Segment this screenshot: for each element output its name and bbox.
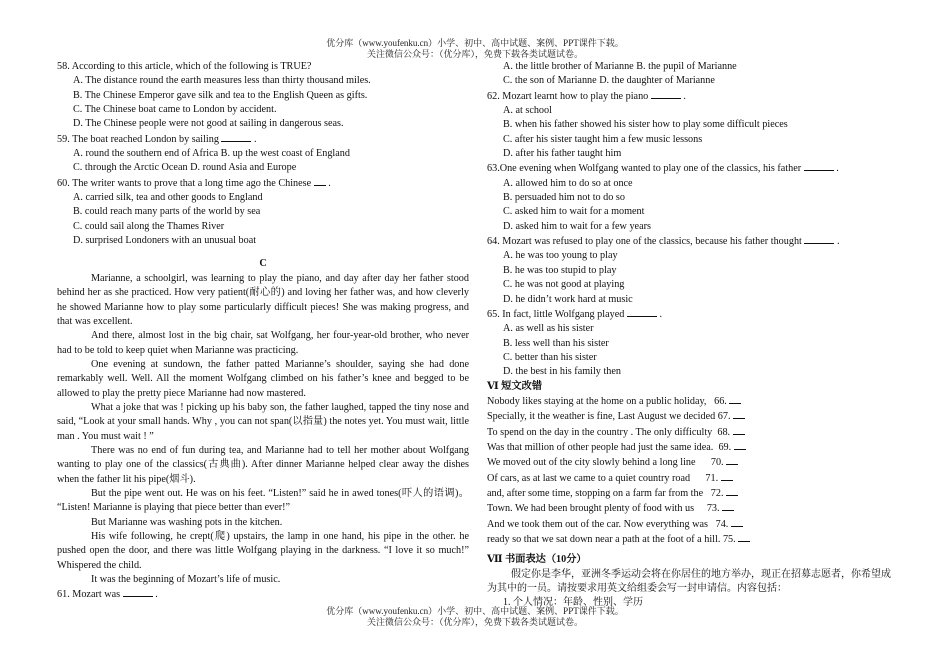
passage-paragraph: But the pipe went out. He was on his feet. “Listen!” said he in awed tones(吓人的语调)。 “Listen! Marianne is playing that piece better than ever!” xyxy=(57,487,469,514)
correction-line: and, after some time, stopping on a farm far from the 72. xyxy=(487,486,897,501)
question-62-option: D. after his father taught him xyxy=(503,148,622,160)
question-61-option: C. the son of Marianne D. the daughter of Marianne xyxy=(503,75,715,87)
section-7-item: 1. 个人情况：年龄、性别、学历 xyxy=(503,597,643,609)
answer-blank xyxy=(738,532,750,542)
question-59-stem: 59. The boat reached London by sailing . xyxy=(57,133,257,145)
answer-blank xyxy=(729,394,741,404)
answer-blank xyxy=(731,517,743,527)
question-58-option: A. The distance round the earth measures less than thirty thousand miles. xyxy=(73,75,371,87)
correction-line: And we took them out of the car. Now everything was 74. xyxy=(487,517,897,532)
page-header xyxy=(0,38,950,60)
question-61-stem: 61. Mozart was . xyxy=(57,589,158,601)
question-59-option: C. through the Arctic Ocean D. round Asia and Europe xyxy=(73,162,297,174)
right-column xyxy=(487,60,897,611)
answer-blank xyxy=(721,471,733,481)
question-63-stem: 63.One evening when Wolfgang wanted to play one of the classics, his father . xyxy=(487,163,839,175)
answer-blank xyxy=(733,425,745,435)
header-line-2: 关注微信公众号：（优分库），免费下载各类试题试卷。 xyxy=(366,49,583,59)
question-64-option: D. he didn’t work hard at music xyxy=(503,293,633,305)
question-62-stem: 62. Mozart learnt how to play the piano . xyxy=(487,90,686,102)
question-64-stem: 64. Mozart was refused to play one of the classics, because his father thought . xyxy=(487,236,840,248)
answer-blank xyxy=(314,176,326,186)
passage-label: C xyxy=(259,258,267,270)
passage-paragraph: Marianne, a schoolgirl, was learning to play the piano, and day after day her father stood behind her as she practiced. How very patient(耐心的) and loving her father was, and how cleverly he showed Marianne how to play some particularly difficult pieces! She was making progress, and that was excellent. xyxy=(57,272,469,327)
answer-blank xyxy=(651,89,681,99)
passage-paragraph: And there, almost lost in the big chair, sat Wolfgang, her four-year-old brother, who never had to be told to keep quiet when Marianne was practicing. xyxy=(57,330,469,356)
passage-paragraph: What a joke that was ! picking up his baby son, the father laughed, tapped the tiny nose and said, “Look at your small hands. Why , you can not span(以指量) the notes yet. You must wait, little man . You must wait ! ” xyxy=(57,401,469,442)
question-63-option: B. persuaded him not to do so xyxy=(503,192,625,204)
question-58-option: B. The Chinese Emperor gave silk and tea to the English Queen as gifts. xyxy=(73,89,368,101)
question-58-option: D. The Chinese people were not good at sailing in dangerous seas. xyxy=(73,118,344,130)
question-62-option: A. at school xyxy=(503,105,552,117)
answer-blank xyxy=(722,501,734,511)
question-63-option: C. asked him to wait for a moment xyxy=(503,206,645,218)
passage-paragraph: But Marianne was washing pots in the kitchen. xyxy=(91,516,283,528)
correction-line: Was that million of other people had just the same idea. 69. xyxy=(487,440,897,455)
question-64-option: B. he was too stupid to play xyxy=(503,264,617,276)
question-65-option: D. the best in his family then xyxy=(503,366,621,378)
section-7-title: Ⅶ 书面表达（10分） xyxy=(487,554,587,566)
correction-line: Nobody likes staying at the home on a public holiday, 66. xyxy=(487,394,897,409)
answer-blank xyxy=(123,587,153,597)
question-60-option: D. surprised Londoners with an unusual boat xyxy=(73,235,257,247)
section-6-title: Ⅵ 短文改错 xyxy=(487,380,543,392)
answer-blank xyxy=(726,455,738,465)
passage-paragraph: His wife following, he crept(爬) upstairs, the lamp in one hand, his pipe in the other. he pushed open the door, and there was little Wolfgang playing in the darkness. “I love it so much!” Whispered the child. xyxy=(57,531,469,571)
question-63-option: A. allowed him to do so at once xyxy=(503,177,633,189)
question-65-option: C. better than his sister xyxy=(503,351,597,363)
passage-paragraph: There was no end of fun during tea, and Marianne had to tell her mother about Wolfgang wanting to play one of the classics(古典曲). After dinner Marianne helped clear away the dishes when the father lit his pipe(烟斗). xyxy=(57,444,469,485)
footer-line-2: 关注微信公众号：（优分库），免费下载各类试题试卷。 xyxy=(366,617,583,627)
answer-blank xyxy=(734,440,746,450)
answer-blank xyxy=(804,234,834,244)
question-60-option: A. carried silk, tea and other goods to England xyxy=(73,192,263,204)
question-60-option: C. could sail along the Thames River xyxy=(73,220,225,232)
question-61-option: A. the little brother of Marianne B. the pupil of Marianne xyxy=(503,61,737,72)
question-65-option: B. less well than his sister xyxy=(503,337,609,349)
footer-line-1: 优分库（www.youfenku.cn）小学、初中、高中试题、案例、PPT课件下载。 xyxy=(326,606,624,616)
correction-line: Specially, it the weather is fine, Last August we decided 67. xyxy=(487,409,897,424)
correction-line: Town. We had been brought plenty of food with us 73. xyxy=(487,501,897,516)
section-7-instructions: 假定你是李华，亚洲冬季运动会将在你居住的地方举办，现正在招募志愿者，你希望成为其中的一员。请按要求用英文给组委会写一封申请信。内容包括： xyxy=(487,568,891,595)
question-59-option: A. round the southern end of Africa B. up the west coast of England xyxy=(73,148,350,160)
answer-blank xyxy=(221,132,251,142)
correction-line: We moved out of the city slowly behind a long line 70. xyxy=(487,455,897,470)
question-65-option: A. as well as his sister xyxy=(503,323,594,335)
correction-line: To spend on the day in the country . The only difficulty 68. xyxy=(487,425,897,440)
question-58-option: C. The Chinese boat came to London by accident. xyxy=(73,104,277,116)
question-64-option: A. he was too young to play xyxy=(503,250,618,262)
question-64-option: C. he was not good at playing xyxy=(503,279,625,291)
correction-line: ready so that we sat down near a path at the foot of a hill. 75. xyxy=(487,532,897,547)
answer-blank xyxy=(733,409,745,419)
answer-blank xyxy=(726,486,738,496)
question-63-option: D. asked him to wait for a few years xyxy=(503,220,651,232)
answer-blank xyxy=(804,161,834,171)
left-column xyxy=(57,60,469,603)
question-60-stem: 60. The writer wants to prove that a long time ago the Chinese . xyxy=(57,177,331,189)
correction-line: Of cars, as at last we came to a quiet country road 71. xyxy=(487,471,897,486)
passage-paragraph: It was the beginning of Mozart’s life of music. xyxy=(91,574,281,586)
question-62-option: C. after his sister taught him a few music lessons xyxy=(503,133,703,145)
page-footer xyxy=(0,606,950,628)
question-65-stem: 65. In fact, little Wolfgang played . xyxy=(487,308,662,320)
question-62-option: B. when his father showed his sister how to play some difficult pieces xyxy=(503,119,788,131)
passage-paragraph: One evening at sundown, the father patted Marianne’s shoulder, saying she had done remarkably well. Well. All the moment Wolfgang climbed on his father’s knee and begged to be allowed to play the pretty piece Marianne had now mastered. xyxy=(57,358,469,399)
question-58-stem: 58. According to this article, which of the following is TRUE? xyxy=(57,61,312,72)
header-line-1: 优分库（www.youfenku.cn）小学、初中、高中试题、案例、PPT课件下载。 xyxy=(326,38,624,48)
answer-blank xyxy=(627,307,657,317)
question-60-option: B. could reach many parts of the world by sea xyxy=(73,206,261,218)
